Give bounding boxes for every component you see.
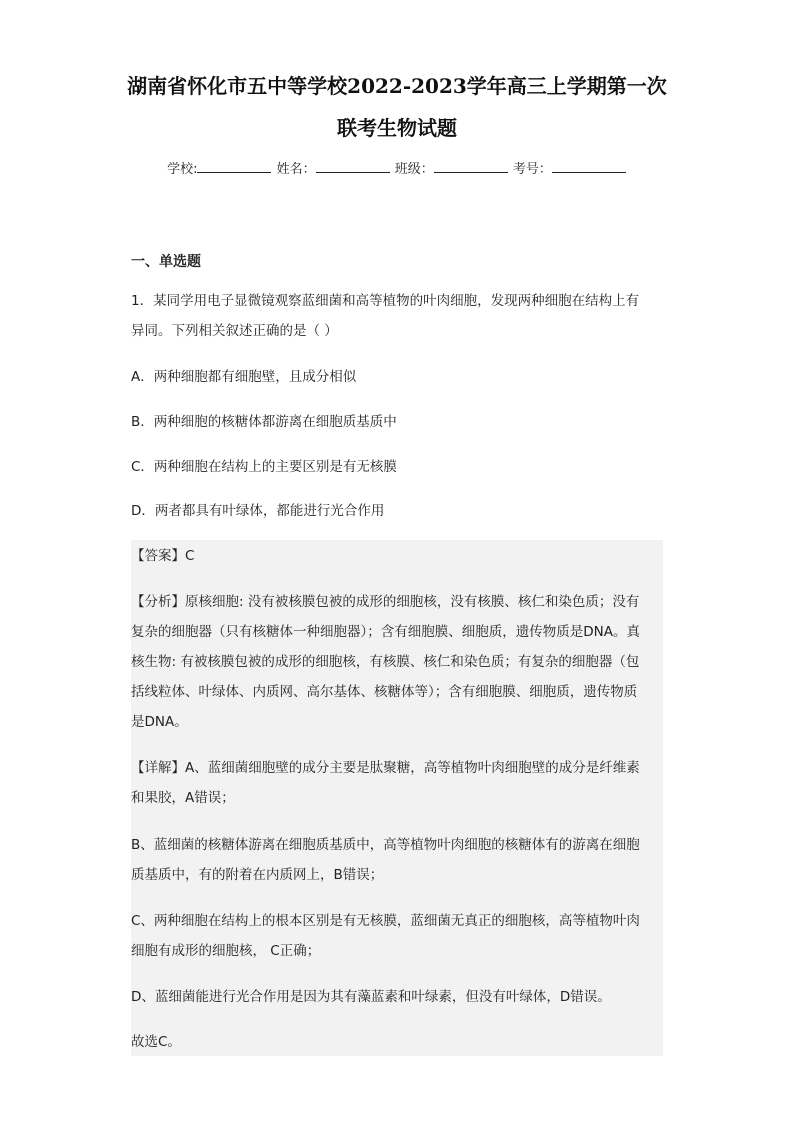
name-label: 姓名：: [276, 162, 316, 177]
analysis-line-3: 核生物: 有被核膜包被的成形的细胞核，有核膜、核仁和染色质；有复杂的细胞器（包: [131, 654, 640, 670]
detail-b-line-1: B、蓝细菌的核糖体游离在细胞质基质中，高等植物叶肉细胞的核糖体有的游离在细胞: [131, 837, 640, 853]
question-stem-line-1: 1．某同学用电子显微镜观察蓝细菌和高等植物的叶肉细胞，发现两种细胞在结构上有: [131, 293, 640, 309]
class-label: 班级：: [394, 162, 434, 177]
answer-value: C: [185, 548, 195, 564]
analysis-line-4: 括线粒体、叶绿体、内质网、高尔基体、核糖体等）；含有细胞膜、细胞质，遗传物质: [131, 684, 638, 700]
detail-a-line-2: 和果胶，A错误；: [131, 790, 235, 806]
analysis-text-1: 原核细胞: 没有被核膜包被的成形的细胞核，没有核膜、核仁和染色质；没有: [185, 594, 640, 610]
conclusion: 故选C。: [131, 1034, 181, 1050]
option-b: B．两种细胞的核糖体都游离在细胞质基质中: [131, 414, 397, 430]
name-blank: [316, 160, 390, 173]
student-info-row: [0, 158, 794, 177]
option-a: A．两种细胞都有细胞壁，且成分相似: [131, 369, 357, 385]
class-blank: [434, 160, 508, 173]
analysis-line-1: [131, 587, 663, 617]
exam-number-blank: [552, 160, 626, 173]
school-label: 学校:: [167, 162, 198, 177]
analysis-line-2: 复杂的细胞器（只有核糖体一种细胞器）；含有细胞膜、细胞质，遗传物质是DNA。真: [131, 624, 640, 640]
section-title: 一、单选题: [131, 254, 201, 270]
detail-c-line-2: 细胞有成形的细胞核， C正确；: [131, 943, 321, 959]
detail-label: 【详解】: [131, 760, 185, 776]
option-c: C．两种细胞在结构上的主要区别是有无核膜: [131, 459, 397, 475]
page-title-line-1: 湖南省怀化市五中等学校2022-2023学年高三上学期第一次: [127, 74, 667, 98]
detail-c-line-1: C、两种细胞在结构上的根本区别是有无核膜，蓝细菌无真正的细胞核，高等植物叶肉: [131, 913, 640, 929]
detail-b-line-2: 质基质中，有的附着在内质网上，B错误；: [131, 867, 384, 883]
answer-label: 【答案】: [131, 548, 185, 564]
school-blank: [197, 160, 271, 173]
page-title-line-2: 联考生物试题: [337, 116, 457, 140]
exam-number-label: 考号：: [512, 162, 552, 177]
answer-line: [131, 541, 663, 571]
detail-a-text-1: A、蓝细菌细胞壁的成分主要是肽聚糖，高等植物叶肉细胞壁的成分是纤维素: [185, 760, 640, 776]
analysis-label: 【分析】: [131, 594, 185, 610]
question-stem-line-2: 异同。下列相关叙述正确的是（ ）: [131, 323, 338, 339]
analysis-line-5: 是DNA。: [131, 714, 188, 730]
detail-d-line-1: D、蓝细菌能进行光合作用是因为其有藻蓝素和叶绿素，但没有叶绿体，D错误。: [131, 989, 611, 1005]
detail-a-line-1: [131, 753, 663, 783]
option-d: D．两者都具有叶绿体，都能进行光合作用: [131, 503, 385, 519]
